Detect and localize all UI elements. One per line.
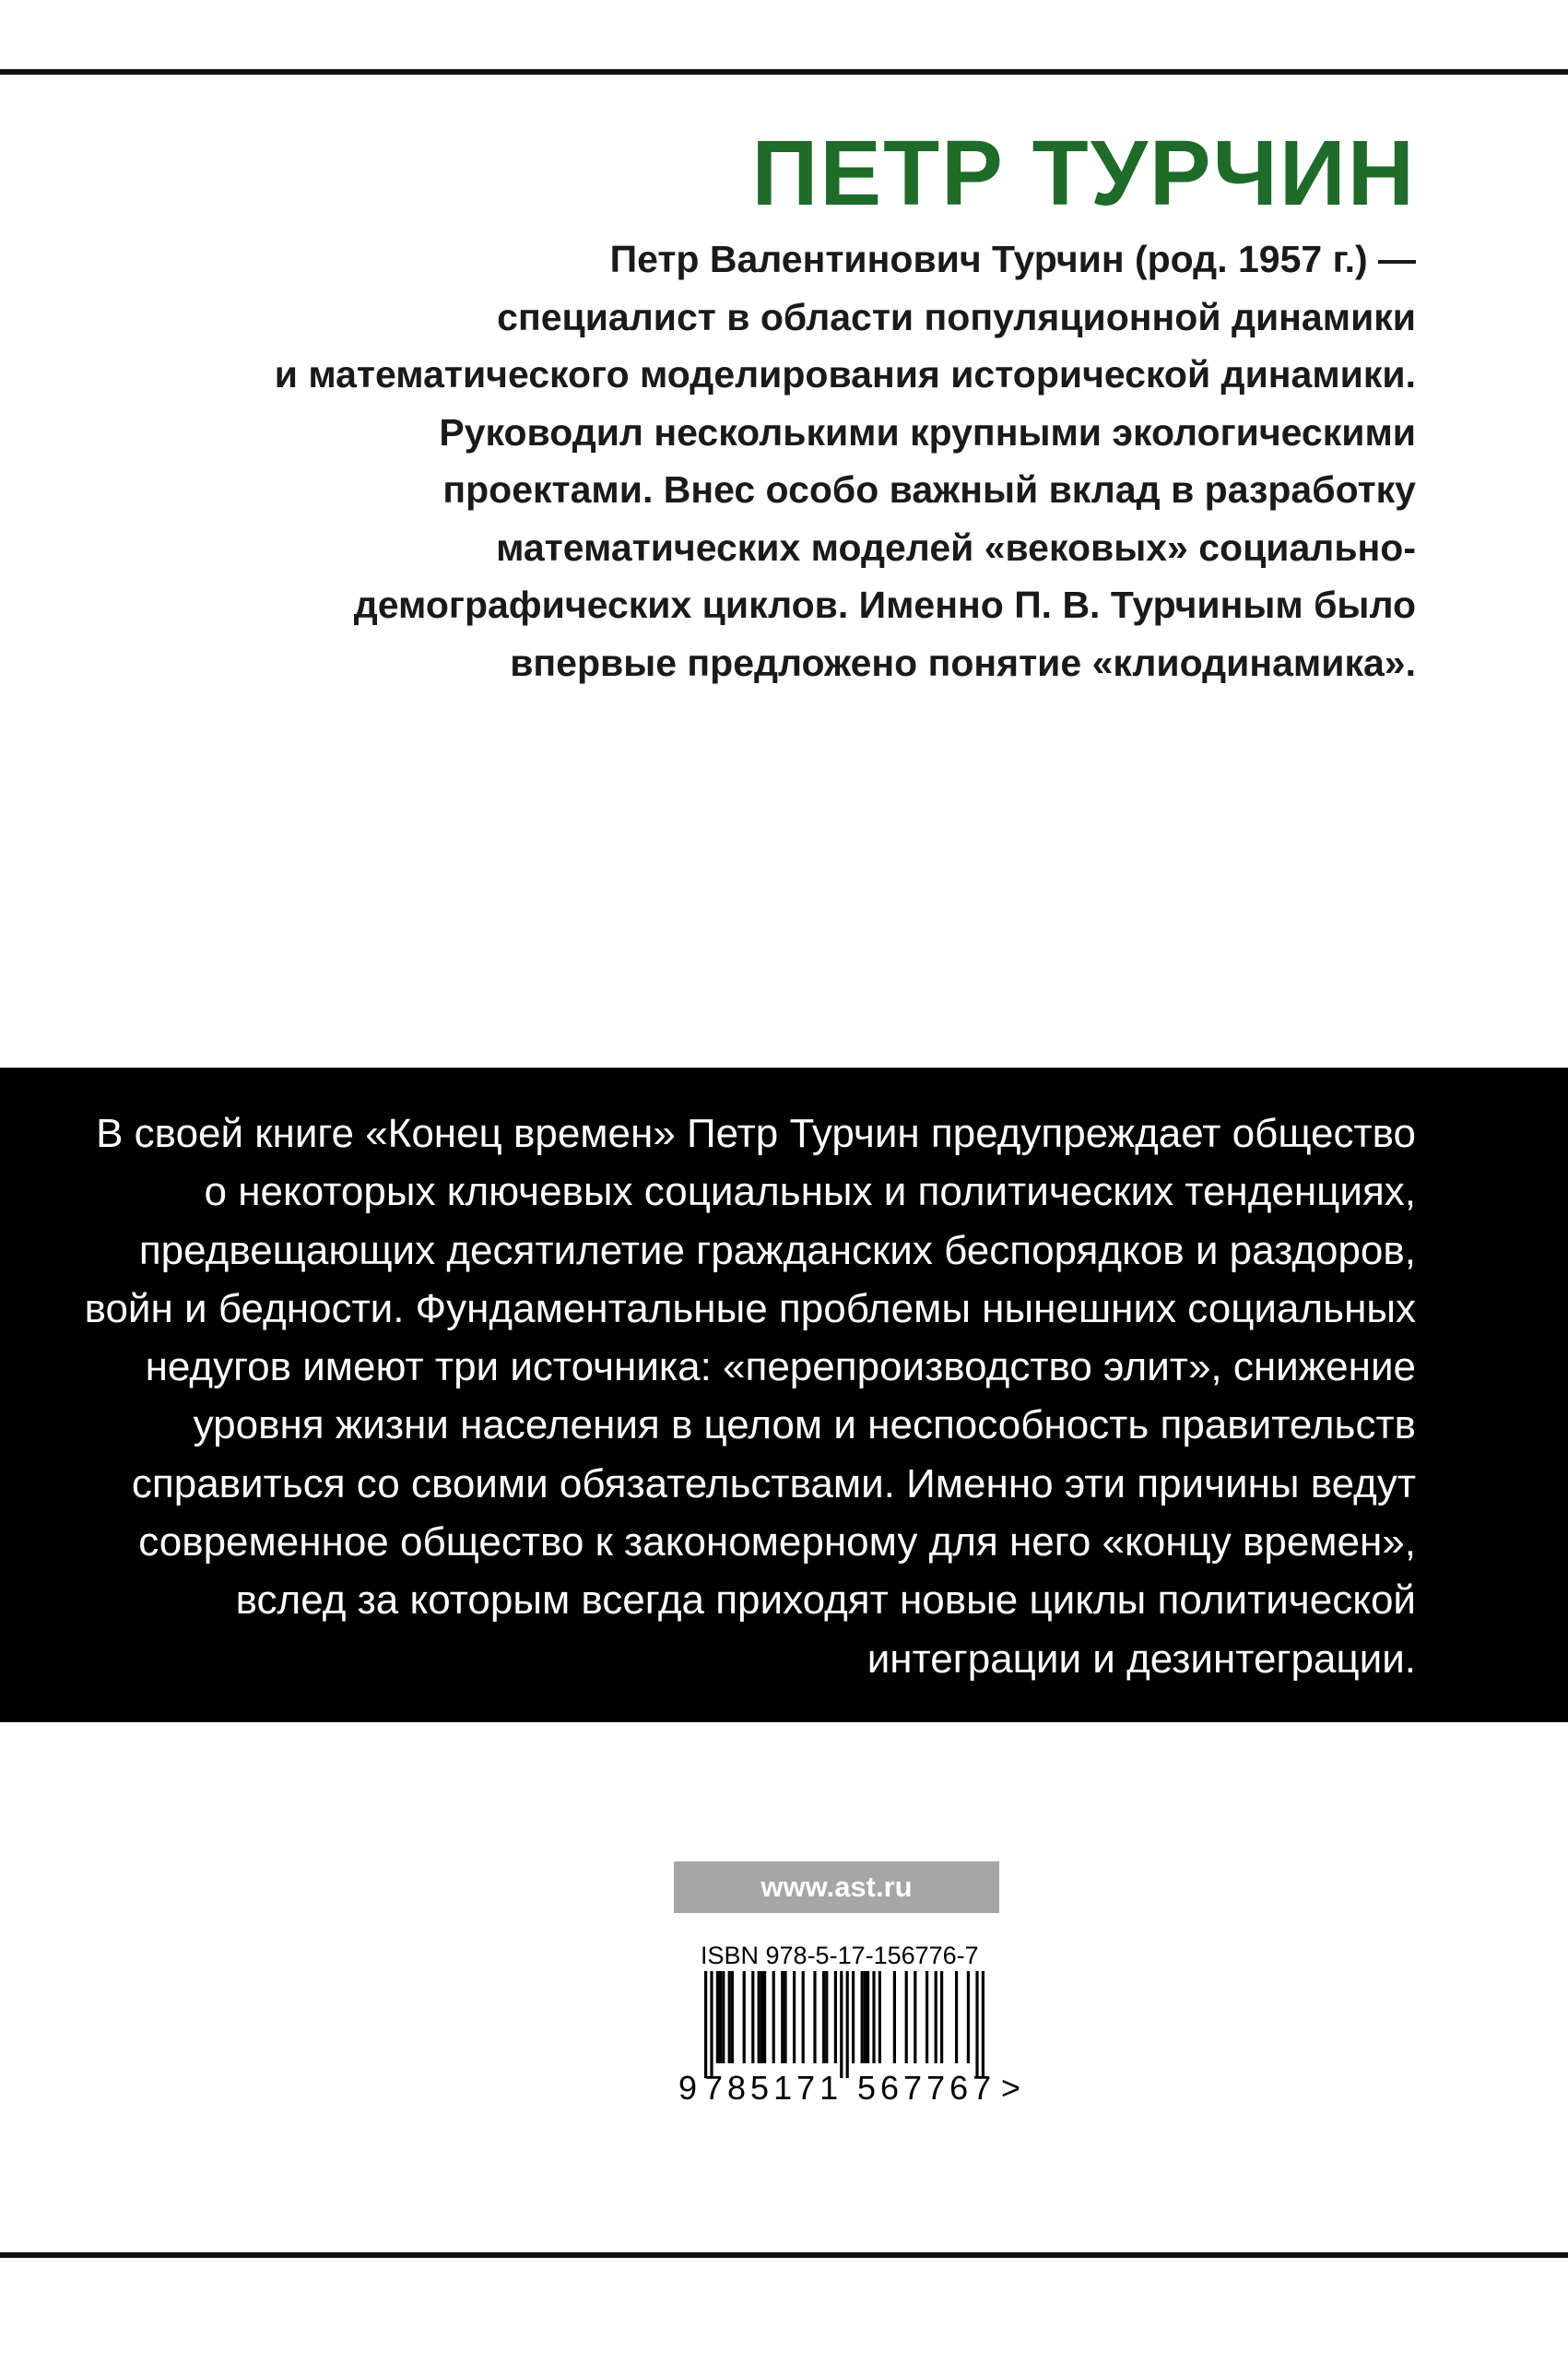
barcode-bar xyxy=(867,1971,869,2063)
bio-line: Петр Валентинович Турчин (род. 1957 г.) — xyxy=(609,238,1416,280)
blurb-line: предвещающих десятилетие гражданских беспорядков и раздоров, xyxy=(138,1227,1416,1273)
barcode-bar xyxy=(940,1971,943,2063)
barcode-bar xyxy=(743,1971,746,2063)
barcode-lead-digit: 9 xyxy=(678,2069,698,2107)
barcode-bar xyxy=(731,1971,734,2063)
barcode-guard-bar xyxy=(710,1971,713,2078)
barcode-bar xyxy=(763,1971,766,2063)
barcode-bar xyxy=(758,1971,760,2063)
publisher-site: www.ast.ru xyxy=(674,1861,999,1913)
author-bio xyxy=(79,230,1416,691)
bio-line: впервые предложено понятие «клиодинамика». xyxy=(510,641,1416,684)
bio-line: математических моделей «вековых» социально- xyxy=(496,526,1416,569)
barcode-bar xyxy=(861,1971,864,2063)
isbn-label: ISBN 978-5-17-156776-7 xyxy=(701,1942,979,1969)
barcode-bar xyxy=(751,1971,754,2063)
barcode-bar xyxy=(772,1971,775,2063)
blurb-line: справиться со своими обязательствами. Именно эти причины ведут xyxy=(131,1460,1416,1506)
blurb-line: войн и бедности. Фундаментальные проблемы нынешних социальных xyxy=(84,1285,1416,1331)
barcode-bar xyxy=(813,1971,816,2063)
bio-line: проектами. Внес особо важный вклад в разработку xyxy=(442,468,1416,511)
barcode-guard-bar xyxy=(846,1971,849,2078)
barcode-bar xyxy=(905,1971,908,2063)
blurb-line: недугов имеют три источника: «перепроизводство элит», снижение xyxy=(145,1344,1416,1390)
barcode-bar xyxy=(852,1971,855,2063)
barcode-bar xyxy=(719,1971,722,2063)
blurb-line: В своей книге «Конец времен» Петр Турчин предупреждает общество xyxy=(96,1111,1416,1156)
barcode-left-group: 785171 xyxy=(704,2069,843,2107)
barcode-bar xyxy=(722,1971,725,2063)
bio-line: Руководил несколькими крупными экологическими xyxy=(439,410,1416,454)
barcode-right-group: 567767 xyxy=(857,2069,996,2107)
barcode-bar xyxy=(914,1971,916,2063)
barcode-quiet-zone-arrow: > xyxy=(1001,2069,1021,2107)
author-name: ПЕТР ТУРЧИН xyxy=(751,122,1416,225)
barcode-bar xyxy=(864,1971,867,2063)
blurb-line: вслед за которым всегда приходят новые циклы политической xyxy=(235,1577,1416,1624)
book-blurb xyxy=(0,1104,1416,1688)
blurb-line: уровня жизни населения в целом и неспособность правительств xyxy=(193,1402,1416,1448)
blurb-line: о некоторых ключевых социальных и политических тенденциях, xyxy=(204,1169,1416,1215)
barcode-guard-bar xyxy=(840,1971,843,2078)
top-rule xyxy=(0,69,1568,75)
blurb-line: интеграции и дезинтеграции. xyxy=(867,1636,1416,1682)
isbn-barcode xyxy=(678,1971,992,2080)
barcode-bar xyxy=(784,1971,786,2063)
barcode-bar xyxy=(893,1971,896,2063)
barcode-bar xyxy=(834,1971,837,2063)
bottom-rule xyxy=(0,2252,1568,2258)
barcode-guard-bar xyxy=(975,1971,978,2078)
barcode-bar xyxy=(925,1971,928,2063)
barcode-bar xyxy=(760,1971,763,2063)
barcode-bar xyxy=(802,1971,805,2063)
barcode-bar xyxy=(822,1971,825,2063)
bio-line: специалист в области популяционной динамики xyxy=(497,295,1416,338)
barcode-bar xyxy=(935,1971,937,2063)
barcode-bar xyxy=(825,1971,828,2063)
barcode-bar xyxy=(781,1971,784,2063)
barcode-bar xyxy=(716,1971,719,2063)
blurb-line: современное общество к закономерному для него «концу времен», xyxy=(138,1519,1416,1565)
barcode-guard-bar xyxy=(982,1971,984,2078)
barcode-guard-bar xyxy=(704,1971,707,2078)
barcode-bar xyxy=(878,1971,881,2063)
barcode-bar xyxy=(872,1971,875,2063)
barcode-bar xyxy=(728,1971,731,2063)
bio-line: демографических циклов. Именно П. В. Турчиным было xyxy=(353,584,1416,626)
barcode-bar xyxy=(967,1971,970,2063)
barcode-bar xyxy=(793,1971,796,2063)
blurb-band xyxy=(0,1068,1568,1722)
bio-line: и математического моделирования исторической динамики. xyxy=(274,353,1416,396)
barcode-bar xyxy=(955,1971,958,2063)
